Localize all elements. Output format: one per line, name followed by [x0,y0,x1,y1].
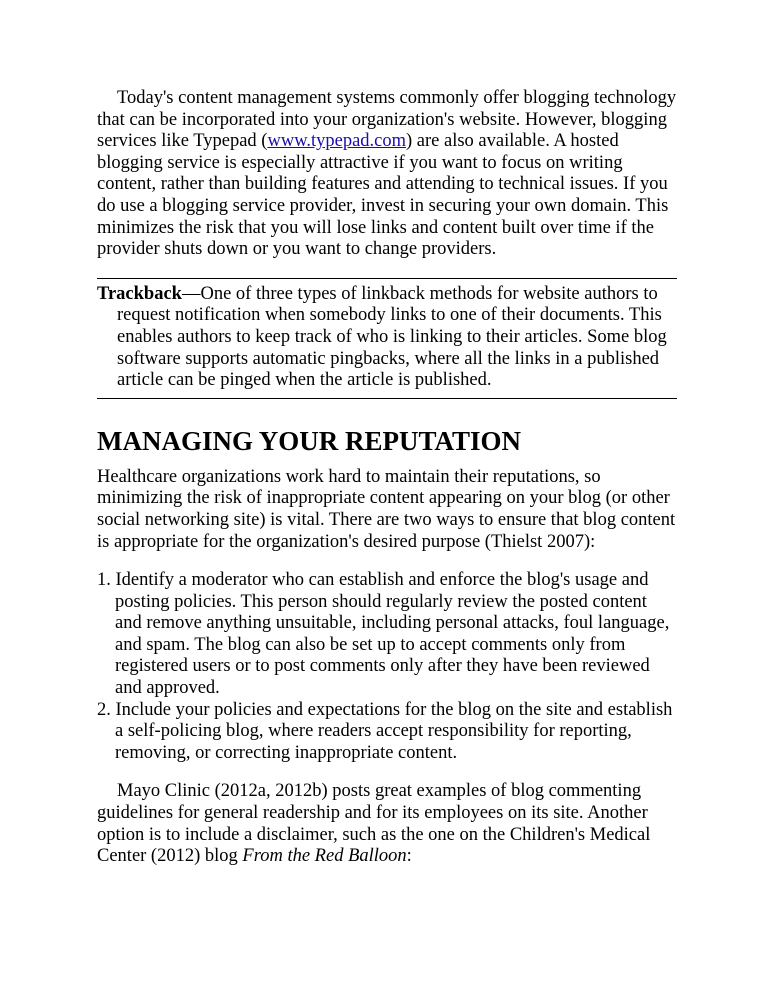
list-item [97,570,677,700]
intro-paragraph [97,88,677,261]
list-item-text: Identify a moderator who can establish and enforce the blog's usage and posting policies. This person should regularly review the posted content and remove anything unsuitable, including personal attacks, foul language, and spam. The blog can also be set up to accept comments only from registered users or to post comments only after they have been reviewed and approved. [115,570,670,699]
closing-text: Mayo Clinic (2012a, 2012b) posts great examples of blog commenting guidelines for general readership and for its employees on its site. Another option is to include a disclaimer, such as the one on the Children's Medical Center (2012) blog [97,781,651,867]
trackback-definition [97,284,677,392]
closing-paragraph [97,781,677,867]
trackback-term: Trackback [97,283,182,304]
intro-text-after-link: ) are also available. A hosted blogging service is especially attractive if you want to focus on writing content, rather than building features and attending to technical issues. If you do use a blogging service provider, invest in securing your own domain. This minimizes the risk that you will lose links and content built over time if the provider shuts down or you want to change providers. [97,131,669,260]
typepad-link[interactable]: www.typepad.com [267,131,407,152]
document-page [97,88,677,868]
section-heading: MANAGING YOUR REPUTATION [97,425,521,456]
trackback-definition-box [97,278,677,399]
intro-text-before-link: Today's content management systems commonly offer blogging technology that can be incorporated into your organization's website. However, blogging services like Typepad ( [97,88,677,152]
list-item-number: 2. [97,699,111,720]
trackback-definition-text: —One of three types of linkback methods for website authors to request notification when somebody links to one of their documents. This enables authors to keep track of who is linking to their articles. Some blog software supports automatic pingbacks, where all the links in a published article can be pinged when the article is published. [117,283,667,391]
list-item-number: 1. [97,570,111,591]
blog-title: From the Red Balloon [242,846,407,867]
moderation-list [97,570,677,764]
section-lead-paragraph: Healthcare organizations work hard to maintain their reputations, so minimizing the risk of inappropriate content appearing on your blog (or other social networking site) is vital. There are two ways to ensure that blog content is appropriate for the organization's desired purpose (Thielst 2007): [97,466,676,552]
list-item [97,700,677,765]
list-item-text: Include your policies and expectations for the blog on the site and establish a self-policing blog, where readers accept responsibility for reporting, removing, or correcting inappropriate content. [115,699,673,763]
closing-colon: : [406,846,412,867]
